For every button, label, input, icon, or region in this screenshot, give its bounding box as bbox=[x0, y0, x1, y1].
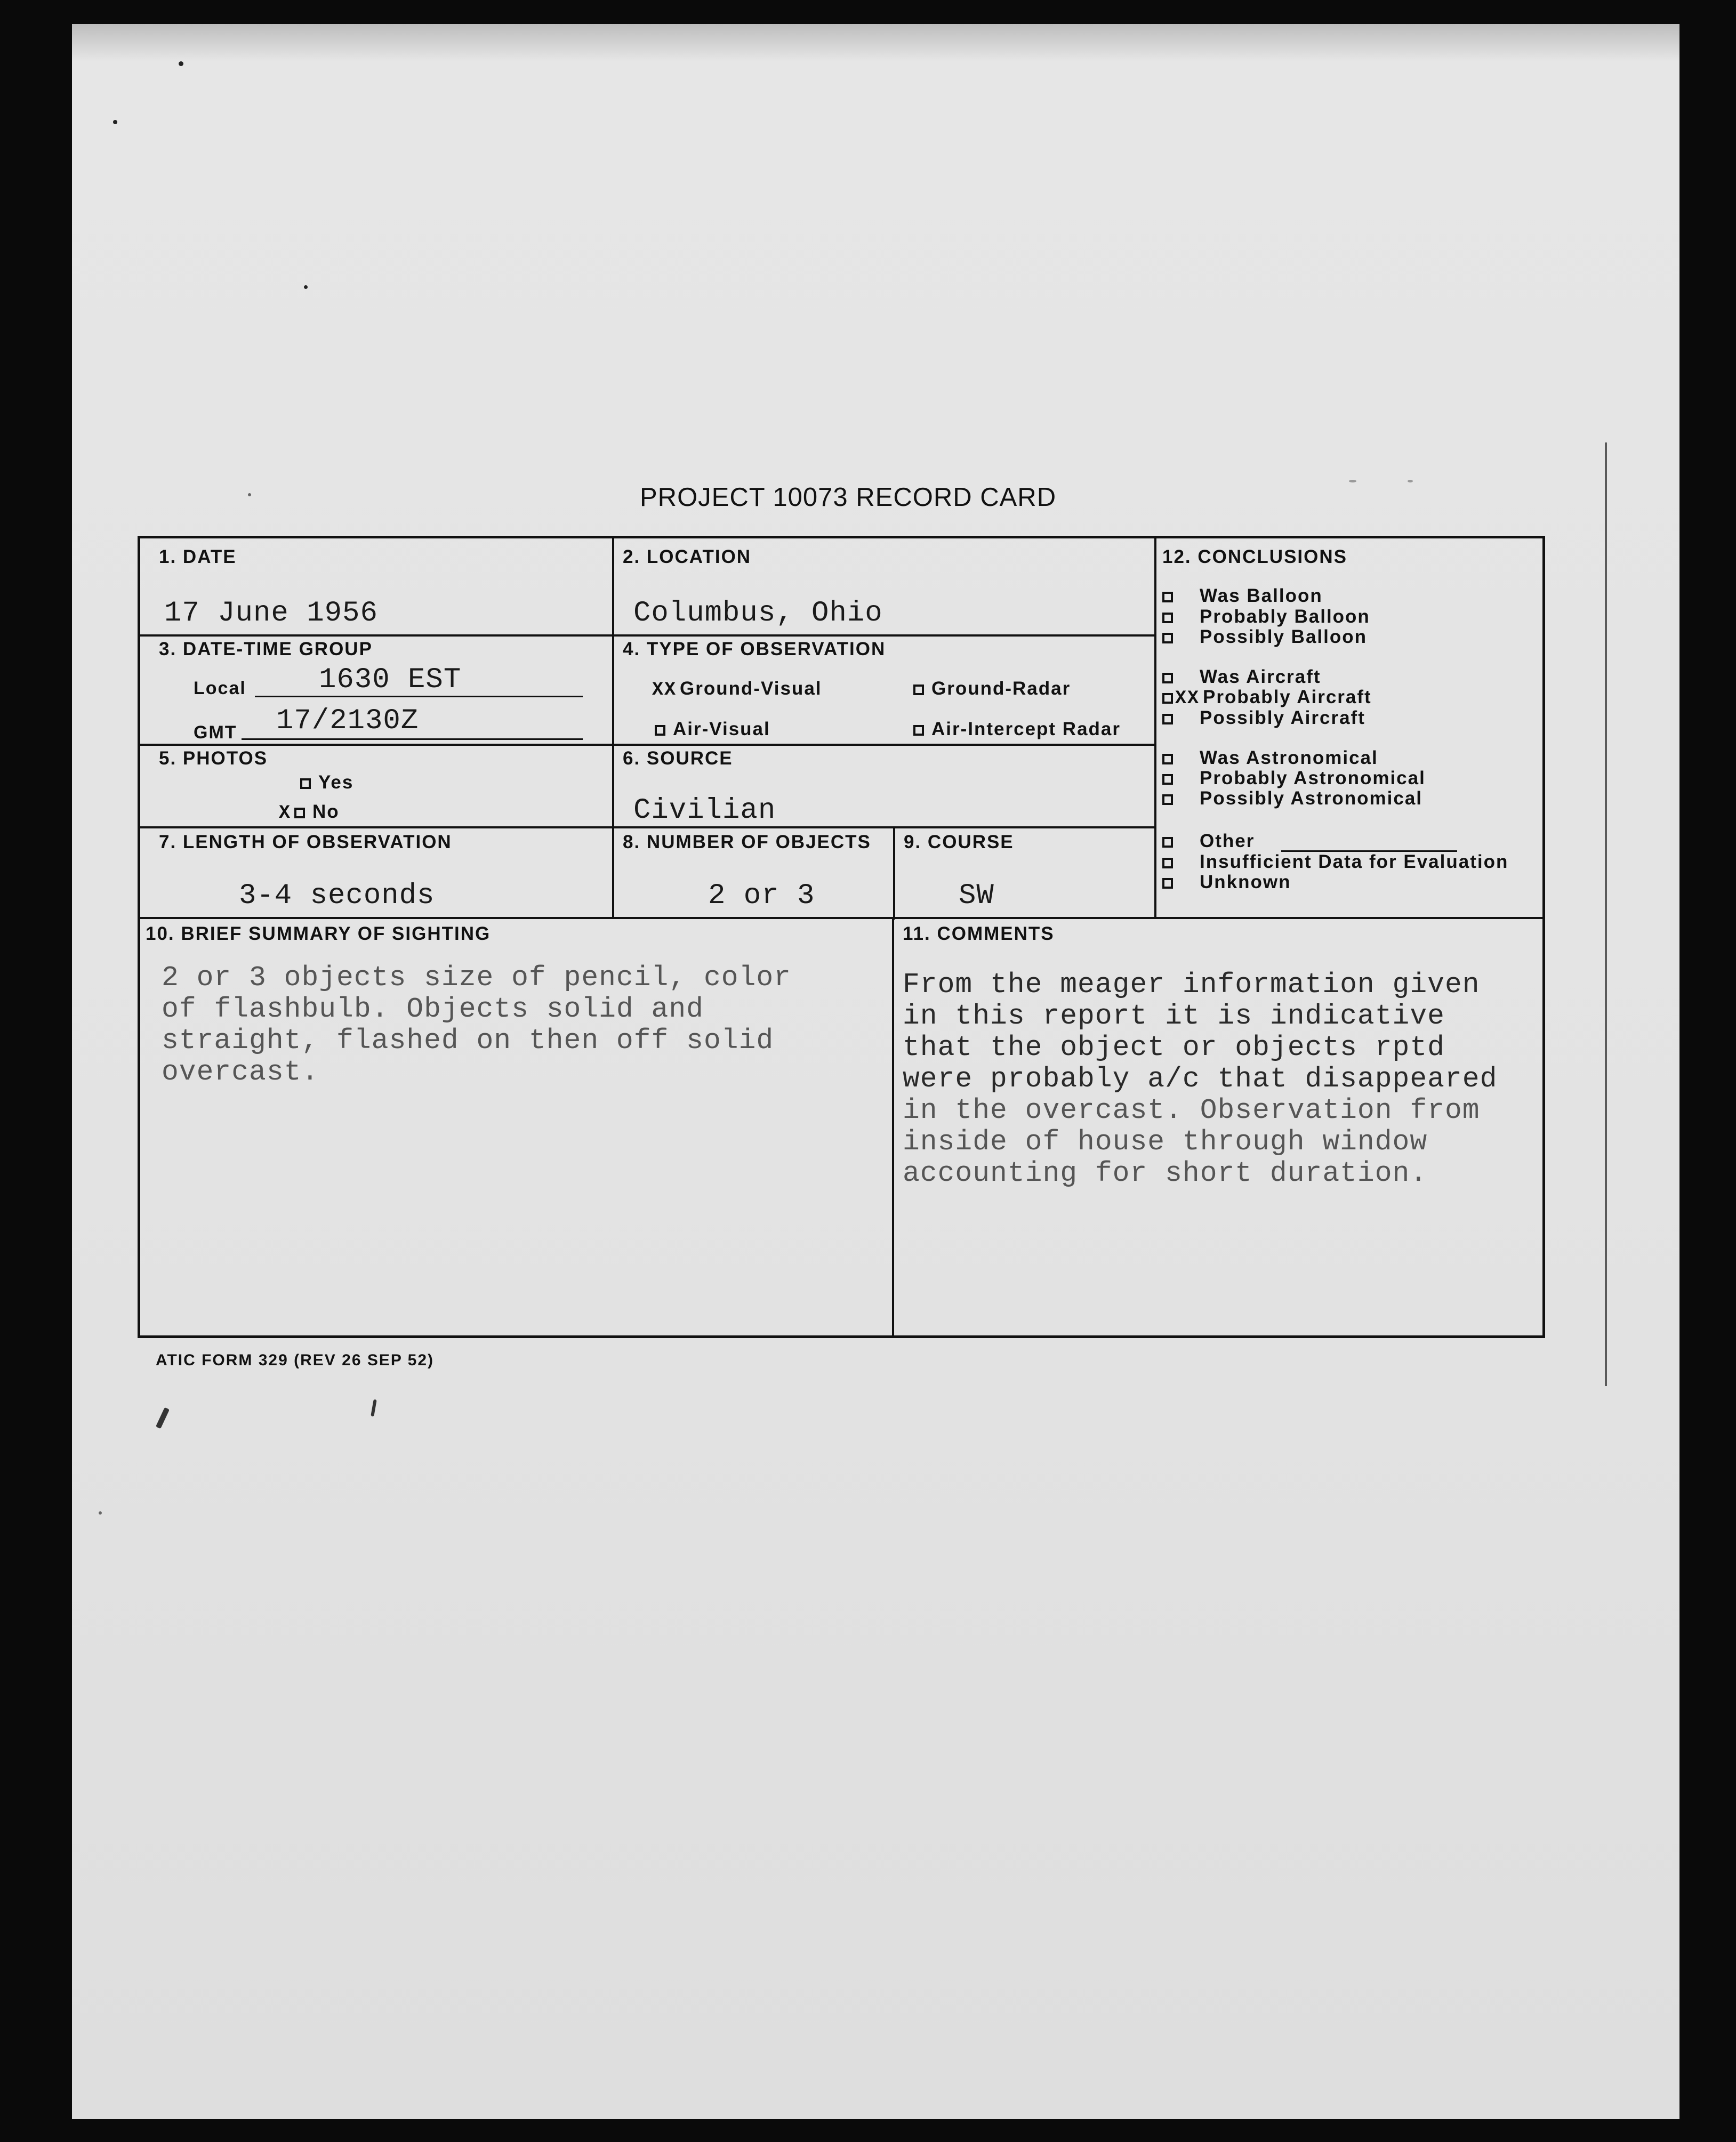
insufficient-data-option bbox=[1162, 851, 1508, 873]
checkbox-icon bbox=[1162, 858, 1173, 868]
checkbox-icon bbox=[913, 725, 924, 736]
checkbox-icon bbox=[1162, 714, 1173, 724]
divider bbox=[612, 538, 614, 917]
checked-mark: XX bbox=[1175, 688, 1200, 709]
dust-speck bbox=[1408, 480, 1413, 482]
source-label: 6. SOURCE bbox=[623, 748, 733, 769]
was-balloon-text: Was Balloon bbox=[1200, 585, 1323, 606]
was-aircraft-text: Was Aircraft bbox=[1200, 666, 1321, 687]
possibly-balloon-option bbox=[1162, 626, 1367, 648]
dust-speck bbox=[248, 493, 251, 496]
ground-visual-text: Ground-Visual bbox=[680, 678, 822, 699]
checked-mark: XX bbox=[652, 679, 677, 700]
checkbox-icon bbox=[1162, 592, 1173, 602]
photos-no-text: No bbox=[312, 801, 340, 822]
photos-no-option bbox=[279, 801, 340, 824]
dtg-label: 3. DATE-TIME GROUP bbox=[159, 639, 373, 659]
was-aircraft-option bbox=[1162, 666, 1321, 688]
card-title: PROJECT 10073 RECORD CARD bbox=[640, 483, 1057, 512]
local-value: 1630 EST bbox=[319, 664, 462, 696]
unknown-option bbox=[1162, 872, 1291, 893]
source-value: Civilian bbox=[633, 794, 776, 827]
summary-label: 10. BRIEF SUMMARY OF SIGHTING bbox=[146, 923, 491, 944]
page-shadow bbox=[72, 24, 1679, 61]
local-label: Local bbox=[194, 678, 246, 698]
comments-line: in this report it is indicative bbox=[903, 1000, 1445, 1032]
gmt-value: 17/2130Z bbox=[276, 705, 419, 737]
checkbox-icon bbox=[1162, 878, 1173, 889]
gmt-label: GMT bbox=[194, 722, 237, 743]
objects-label: 8. NUMBER OF OBJECTS bbox=[623, 832, 871, 852]
checkbox-icon bbox=[1162, 794, 1173, 805]
probably-aircraft-option bbox=[1162, 687, 1372, 709]
possibly-astronomical-text: Possibly Astronomical bbox=[1200, 788, 1423, 809]
air-intercept-radar-text: Air-Intercept Radar bbox=[931, 719, 1121, 739]
was-astronomical-option bbox=[1162, 747, 1378, 769]
possibly-aircraft-option bbox=[1162, 707, 1365, 729]
checkbox-icon bbox=[1162, 673, 1173, 683]
divider bbox=[893, 826, 895, 920]
probably-astronomical-option bbox=[1162, 768, 1426, 789]
other-text: Other bbox=[1200, 831, 1255, 851]
comments-line: that the object or objects rptd bbox=[903, 1032, 1445, 1064]
summary-line: 2 or 3 objects size of pencil, color bbox=[162, 962, 791, 994]
air-visual-text: Air-Visual bbox=[673, 719, 770, 739]
observation-type-label: 4. TYPE OF OBSERVATION bbox=[623, 639, 886, 659]
objects-value: 2 or 3 bbox=[708, 880, 815, 912]
summary-line: overcast. bbox=[162, 1056, 319, 1088]
dust-speck bbox=[179, 61, 183, 66]
date-value: 17 June 1956 bbox=[164, 597, 378, 630]
comments-line: From the meager information given bbox=[903, 969, 1480, 1001]
checkbox-icon bbox=[913, 685, 924, 695]
probably-aircraft-text: Probably Aircraft bbox=[1203, 687, 1372, 707]
possibly-astronomical-option bbox=[1162, 788, 1422, 809]
film-border-bottom bbox=[0, 2119, 1736, 2142]
comments-line: were probably a/c that disappeared bbox=[903, 1063, 1498, 1095]
location-value: Columbus, Ohio bbox=[633, 597, 883, 630]
was-balloon-option bbox=[1162, 585, 1323, 607]
dust-speck bbox=[304, 285, 308, 289]
photos-yes-text: Yes bbox=[318, 772, 354, 793]
unknown-text: Unknown bbox=[1200, 872, 1291, 892]
air-intercept-radar-option bbox=[913, 719, 1121, 740]
location-label: 2. LOCATION bbox=[623, 546, 752, 567]
other-option bbox=[1162, 831, 1255, 852]
checkbox-icon bbox=[1162, 693, 1173, 704]
dust-speck bbox=[1349, 480, 1356, 482]
probably-balloon-option bbox=[1162, 606, 1370, 627]
conclusions-label: 12. CONCLUSIONS bbox=[1162, 546, 1347, 567]
ground-radar-text: Ground-Radar bbox=[931, 678, 1071, 699]
checkbox-icon bbox=[294, 808, 305, 818]
film-border-right bbox=[1679, 0, 1736, 2142]
checkbox-icon bbox=[1162, 774, 1173, 785]
divider bbox=[140, 634, 1156, 637]
photos-yes-option bbox=[300, 772, 353, 793]
comments-line: accounting for short duration. bbox=[903, 1157, 1428, 1189]
summary-line: straight, flashed on then off solid bbox=[162, 1025, 774, 1057]
ground-radar-option bbox=[913, 678, 1071, 699]
checkbox-icon bbox=[1162, 754, 1173, 764]
film-border-top bbox=[0, 0, 1736, 24]
divider bbox=[140, 744, 1156, 746]
summary-line: of flashbulb. Objects solid and bbox=[162, 993, 704, 1025]
checkbox-icon bbox=[1162, 633, 1173, 643]
course-value: SW bbox=[959, 880, 994, 912]
length-label: 7. LENGTH OF OBSERVATION bbox=[159, 832, 452, 852]
probably-astronomical-text: Probably Astronomical bbox=[1200, 768, 1426, 788]
checkbox-icon bbox=[655, 725, 665, 736]
comments-line: inside of house through window bbox=[903, 1126, 1428, 1158]
scan-edge-line bbox=[1605, 442, 1607, 1386]
divider bbox=[892, 917, 894, 1338]
date-label: 1. DATE bbox=[159, 546, 237, 567]
divider bbox=[140, 917, 1545, 919]
length-value: 3-4 seconds bbox=[239, 880, 435, 912]
insufficient-data-text: Insufficient Data for Evaluation bbox=[1200, 851, 1509, 872]
comments-line: in the overcast. Observation from bbox=[903, 1094, 1480, 1126]
comments-text bbox=[903, 969, 1497, 1189]
film-border-left bbox=[0, 0, 72, 2142]
checkbox-icon bbox=[300, 778, 311, 789]
was-astronomical-text: Was Astronomical bbox=[1200, 747, 1378, 768]
gmt-underline bbox=[242, 738, 583, 740]
dust-speck bbox=[113, 120, 117, 124]
record-card bbox=[138, 536, 1545, 1338]
checked-mark: X bbox=[279, 802, 292, 824]
course-label: 9. COURSE bbox=[904, 832, 1014, 852]
checkbox-icon bbox=[1162, 613, 1173, 623]
ground-visual-option bbox=[652, 678, 822, 700]
possibly-aircraft-text: Possibly Aircraft bbox=[1200, 707, 1365, 728]
form-number: ATIC FORM 329 (REV 26 SEP 52) bbox=[156, 1351, 435, 1369]
summary-text bbox=[162, 962, 791, 1088]
photos-label: 5. PHOTOS bbox=[159, 748, 268, 769]
dust-speck bbox=[99, 1511, 102, 1515]
divider bbox=[1154, 538, 1156, 917]
checkbox-icon bbox=[1162, 837, 1173, 848]
comments-label: 11. COMMENTS bbox=[903, 923, 1055, 944]
probably-balloon-text: Probably Balloon bbox=[1200, 606, 1370, 627]
air-visual-option bbox=[655, 719, 770, 740]
possibly-balloon-text: Possibly Balloon bbox=[1200, 626, 1367, 647]
